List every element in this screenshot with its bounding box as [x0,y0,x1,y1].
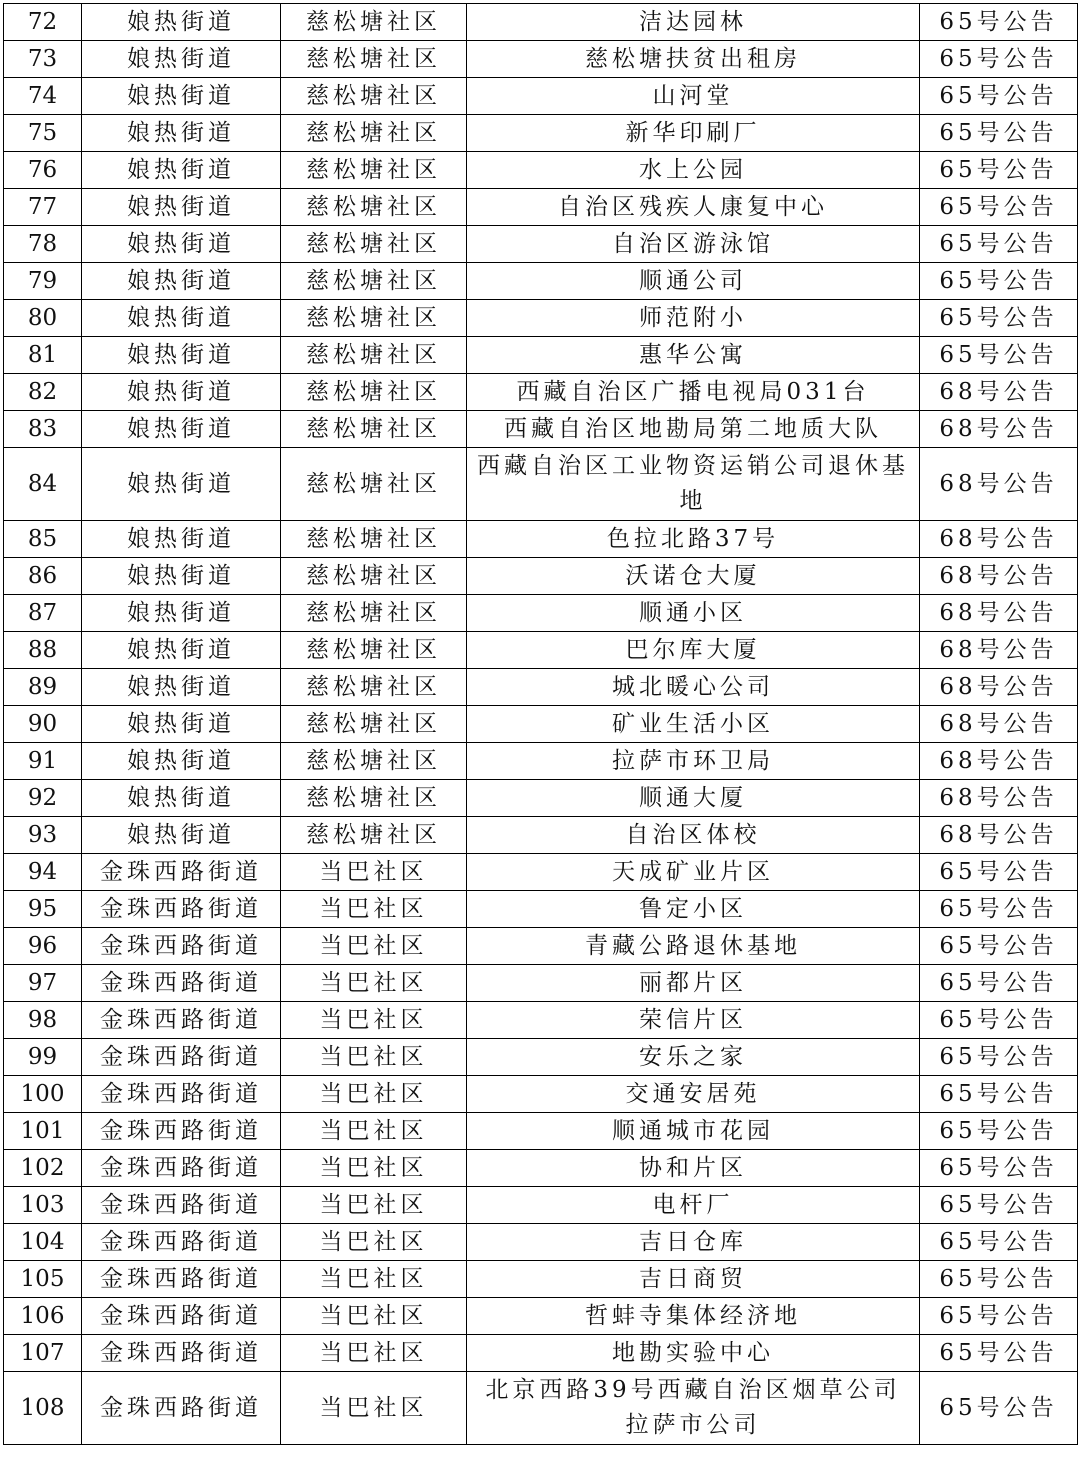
row-number-cell: 105 [4,1261,82,1298]
community-cell: 慈松塘社区 [281,189,467,226]
notice-cell: 65号公告 [920,928,1078,965]
table-row [4,928,1078,965]
community-cell: 慈松塘社区 [281,115,467,152]
place-cell: 荣信片区 [467,1002,920,1039]
row-number-cell: 93 [4,817,82,854]
community-cell: 当巴社区 [281,1187,467,1224]
place-cell: 色拉北路37号 [467,521,920,558]
street-cell: 娘热街道 [82,558,281,595]
place-cell: 鲁定小区 [467,891,920,928]
street-cell: 金珠西路街道 [82,1298,281,1335]
street-cell: 金珠西路街道 [82,1261,281,1298]
notice-cell: 65号公告 [920,337,1078,374]
place-cell: 自治区游泳馆 [467,226,920,263]
row-number-cell: 87 [4,595,82,632]
notice-cell: 68号公告 [920,448,1078,521]
row-number-cell: 73 [4,41,82,78]
notice-cell: 65号公告 [920,226,1078,263]
street-cell: 娘热街道 [82,189,281,226]
community-cell: 慈松塘社区 [281,669,467,706]
row-number-cell: 107 [4,1335,82,1372]
place-cell: 城北暖心公司 [467,669,920,706]
community-cell: 慈松塘社区 [281,300,467,337]
row-number-cell: 100 [4,1076,82,1113]
table-body [4,4,1078,1445]
row-number-cell: 106 [4,1298,82,1335]
place-cell: 丽都片区 [467,965,920,1002]
row-number-cell: 75 [4,115,82,152]
community-cell: 当巴社区 [281,965,467,1002]
community-cell: 慈松塘社区 [281,41,467,78]
community-cell: 慈松塘社区 [281,595,467,632]
place-cell: 师范附小 [467,300,920,337]
notice-cell: 65号公告 [920,1372,1078,1445]
community-cell: 慈松塘社区 [281,337,467,374]
place-cell: 安乐之家 [467,1039,920,1076]
community-cell: 慈松塘社区 [281,78,467,115]
notice-cell: 65号公告 [920,1002,1078,1039]
row-number-cell: 102 [4,1150,82,1187]
row-number-cell: 92 [4,780,82,817]
community-cell: 慈松塘社区 [281,448,467,521]
street-cell: 娘热街道 [82,595,281,632]
row-number-cell: 103 [4,1187,82,1224]
row-number-cell: 77 [4,189,82,226]
place-cell: 沃诺仓大厦 [467,558,920,595]
table-row [4,4,1078,41]
street-cell: 金珠西路街道 [82,1335,281,1372]
row-number-cell: 83 [4,411,82,448]
row-number-cell: 80 [4,300,82,337]
community-cell: 当巴社区 [281,1335,467,1372]
street-cell: 金珠西路街道 [82,1150,281,1187]
table-row [4,300,1078,337]
table-row [4,817,1078,854]
table-row [4,632,1078,669]
place-cell: 巴尔库大厦 [467,632,920,669]
table-row [4,1372,1078,1445]
table-row [4,152,1078,189]
notice-cell: 65号公告 [920,1335,1078,1372]
place-cell: 交通安居苑 [467,1076,920,1113]
community-cell: 当巴社区 [281,1076,467,1113]
row-number-cell: 94 [4,854,82,891]
row-number-cell: 90 [4,706,82,743]
notice-cell: 65号公告 [920,891,1078,928]
community-cell: 当巴社区 [281,1261,467,1298]
place-cell: 自治区残疾人康复中心 [467,189,920,226]
table-row [4,965,1078,1002]
place-cell: 吉日商贸 [467,1261,920,1298]
place-cell: 顺通小区 [467,595,920,632]
street-cell: 娘热街道 [82,632,281,669]
community-cell: 当巴社区 [281,854,467,891]
street-cell: 娘热街道 [82,669,281,706]
community-cell: 当巴社区 [281,1002,467,1039]
place-cell: 山河堂 [467,78,920,115]
table-row [4,854,1078,891]
row-number-cell: 101 [4,1113,82,1150]
community-cell: 慈松塘社区 [281,4,467,41]
street-cell: 娘热街道 [82,41,281,78]
street-cell: 娘热街道 [82,521,281,558]
notice-cell: 65号公告 [920,41,1078,78]
table-row [4,189,1078,226]
place-cell: 电杆厂 [467,1187,920,1224]
table-row [4,669,1078,706]
notice-cell: 68号公告 [920,632,1078,669]
street-cell: 娘热街道 [82,300,281,337]
street-cell: 金珠西路街道 [82,1039,281,1076]
street-cell: 娘热街道 [82,4,281,41]
table-row [4,1187,1078,1224]
community-cell: 当巴社区 [281,1113,467,1150]
table-row [4,706,1078,743]
street-cell: 娘热街道 [82,374,281,411]
street-cell: 金珠西路街道 [82,965,281,1002]
row-number-cell: 104 [4,1224,82,1261]
street-cell: 娘热街道 [82,743,281,780]
notice-cell: 68号公告 [920,780,1078,817]
table-row [4,78,1078,115]
table-row [4,558,1078,595]
street-cell: 娘热街道 [82,152,281,189]
community-cell: 当巴社区 [281,1039,467,1076]
row-number-cell: 91 [4,743,82,780]
street-cell: 金珠西路街道 [82,1002,281,1039]
row-number-cell: 72 [4,4,82,41]
notice-cell: 65号公告 [920,1039,1078,1076]
place-cell: 北京西路39号西藏自治区烟草公司拉萨市公司 [467,1372,920,1445]
notice-cell: 68号公告 [920,521,1078,558]
community-cell: 慈松塘社区 [281,374,467,411]
notice-cell: 68号公告 [920,669,1078,706]
community-cell: 当巴社区 [281,1298,467,1335]
notice-cell: 65号公告 [920,965,1078,1002]
place-cell: 协和片区 [467,1150,920,1187]
community-cell: 当巴社区 [281,1150,467,1187]
community-cell: 慈松塘社区 [281,558,467,595]
community-cell: 慈松塘社区 [281,226,467,263]
street-cell: 金珠西路街道 [82,1113,281,1150]
street-cell: 娘热街道 [82,263,281,300]
notice-cell: 65号公告 [920,115,1078,152]
community-cell: 慈松塘社区 [281,706,467,743]
row-number-cell: 98 [4,1002,82,1039]
notice-cell: 65号公告 [920,854,1078,891]
street-cell: 娘热街道 [82,411,281,448]
street-cell: 金珠西路街道 [82,1372,281,1445]
table-row [4,263,1078,300]
community-cell: 慈松塘社区 [281,152,467,189]
table-row [4,41,1078,78]
notice-cell: 65号公告 [920,1261,1078,1298]
community-cell: 当巴社区 [281,891,467,928]
table-row [4,1261,1078,1298]
row-number-cell: 74 [4,78,82,115]
row-number-cell: 76 [4,152,82,189]
place-cell: 吉日仓库 [467,1224,920,1261]
place-cell: 洁达园林 [467,4,920,41]
place-cell: 水上公园 [467,152,920,189]
notice-cell: 65号公告 [920,78,1078,115]
place-cell: 顺通城市花园 [467,1113,920,1150]
place-cell: 天成矿业片区 [467,854,920,891]
street-cell: 娘热街道 [82,337,281,374]
place-cell: 地勘实验中心 [467,1335,920,1372]
row-number-cell: 99 [4,1039,82,1076]
table-row [4,1002,1078,1039]
table-row [4,743,1078,780]
row-number-cell: 84 [4,448,82,521]
notice-cell: 68号公告 [920,558,1078,595]
table-row [4,337,1078,374]
table-row [4,595,1078,632]
street-cell: 娘热街道 [82,78,281,115]
table-row [4,1150,1078,1187]
street-cell: 金珠西路街道 [82,891,281,928]
notice-cell: 65号公告 [920,4,1078,41]
street-cell: 金珠西路街道 [82,1187,281,1224]
street-cell: 娘热街道 [82,448,281,521]
closure-area-table [3,3,1078,1445]
place-cell: 西藏自治区工业物资运销公司退休基地 [467,448,920,521]
place-cell: 矿业生活小区 [467,706,920,743]
notice-cell: 68号公告 [920,374,1078,411]
notice-cell: 65号公告 [920,300,1078,337]
notice-cell: 65号公告 [920,189,1078,226]
table-row [4,891,1078,928]
row-number-cell: 97 [4,965,82,1002]
table-row [4,1298,1078,1335]
notice-cell: 68号公告 [920,706,1078,743]
table-row [4,780,1078,817]
street-cell: 金珠西路街道 [82,928,281,965]
row-number-cell: 81 [4,337,82,374]
row-number-cell: 85 [4,521,82,558]
street-cell: 金珠西路街道 [82,1076,281,1113]
table-row [4,521,1078,558]
table-row [4,1224,1078,1261]
notice-cell: 65号公告 [920,1224,1078,1261]
notice-cell: 65号公告 [920,1187,1078,1224]
community-cell: 慈松塘社区 [281,743,467,780]
community-cell: 慈松塘社区 [281,263,467,300]
community-cell: 慈松塘社区 [281,632,467,669]
row-number-cell: 96 [4,928,82,965]
street-cell: 娘热街道 [82,817,281,854]
notice-cell: 65号公告 [920,1298,1078,1335]
place-cell: 哲蚌寺集体经济地 [467,1298,920,1335]
table-row [4,115,1078,152]
notice-cell: 65号公告 [920,1076,1078,1113]
row-number-cell: 108 [4,1372,82,1445]
notice-cell: 65号公告 [920,1113,1078,1150]
notice-cell: 68号公告 [920,411,1078,448]
notice-cell: 68号公告 [920,817,1078,854]
table-row [4,226,1078,263]
row-number-cell: 95 [4,891,82,928]
row-number-cell: 88 [4,632,82,669]
community-cell: 慈松塘社区 [281,817,467,854]
street-cell: 娘热街道 [82,226,281,263]
community-cell: 当巴社区 [281,1224,467,1261]
table-row [4,411,1078,448]
row-number-cell: 89 [4,669,82,706]
community-cell: 慈松塘社区 [281,411,467,448]
place-cell: 顺通大厦 [467,780,920,817]
street-cell: 金珠西路街道 [82,854,281,891]
community-cell: 当巴社区 [281,928,467,965]
notice-cell: 68号公告 [920,743,1078,780]
table-row [4,1039,1078,1076]
place-cell: 西藏自治区广播电视局031台 [467,374,920,411]
notice-cell: 65号公告 [920,1150,1078,1187]
row-number-cell: 82 [4,374,82,411]
row-number-cell: 78 [4,226,82,263]
place-cell: 慈松塘扶贫出租房 [467,41,920,78]
place-cell: 新华印刷厂 [467,115,920,152]
community-cell: 慈松塘社区 [281,780,467,817]
table-row [4,448,1078,521]
place-cell: 惠华公寓 [467,337,920,374]
street-cell: 娘热街道 [82,115,281,152]
community-cell: 当巴社区 [281,1372,467,1445]
street-cell: 娘热街道 [82,780,281,817]
place-cell: 自治区体校 [467,817,920,854]
place-cell: 拉萨市环卫局 [467,743,920,780]
notice-cell: 68号公告 [920,595,1078,632]
table-row [4,1076,1078,1113]
community-cell: 慈松塘社区 [281,521,467,558]
row-number-cell: 79 [4,263,82,300]
street-cell: 金珠西路街道 [82,1224,281,1261]
street-cell: 娘热街道 [82,706,281,743]
row-number-cell: 86 [4,558,82,595]
table-row [4,374,1078,411]
notice-cell: 65号公告 [920,152,1078,189]
place-cell: 西藏自治区地勘局第二地质大队 [467,411,920,448]
table-row [4,1335,1078,1372]
table-row [4,1113,1078,1150]
place-cell: 青藏公路退休基地 [467,928,920,965]
notice-cell: 65号公告 [920,263,1078,300]
place-cell: 顺通公司 [467,263,920,300]
